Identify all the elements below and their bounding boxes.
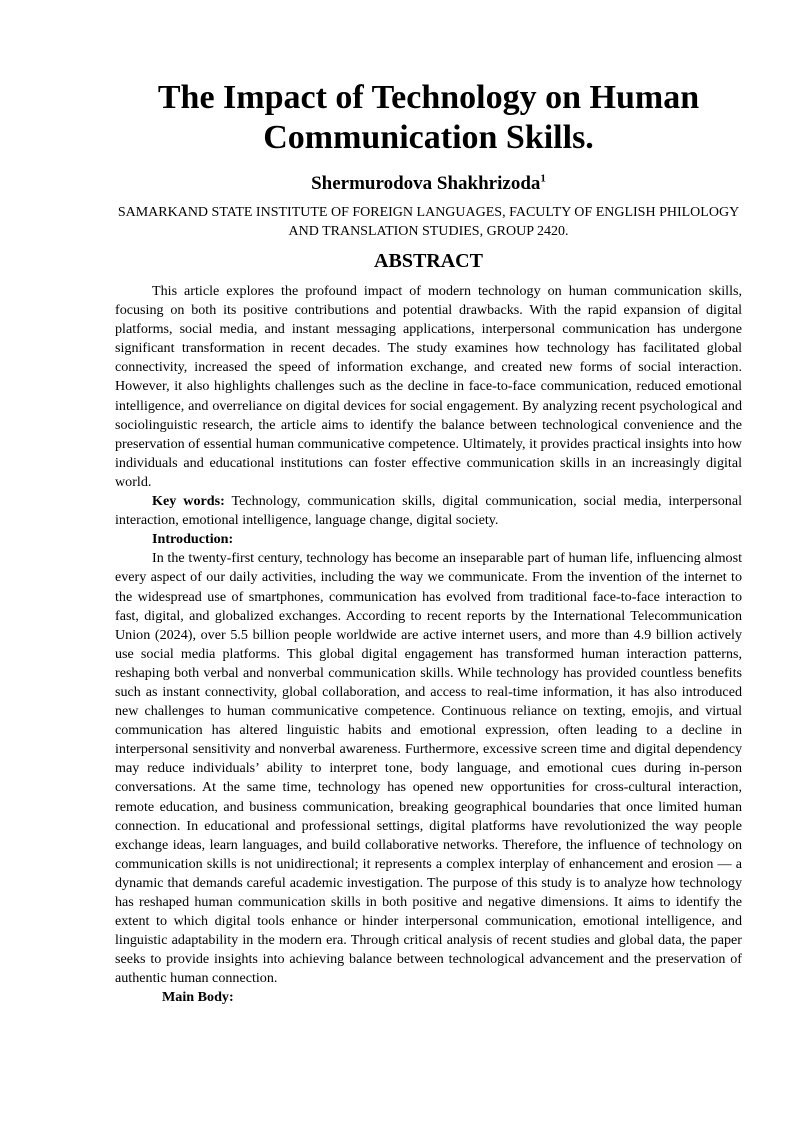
keywords-text: Technology, communication skills, digital communication, social media, interpersonal interaction, emotional intelligence, language change, digital society. [115,493,742,529]
keywords-label: Key words: [152,493,225,510]
introduction-heading: Introduction: [152,531,234,548]
paper-page [115,78,742,1008]
introduction-text: In the twenty-first century, technology has become an inseparable part of human life, influencing almost every aspect of our daily activities, including the way we communicate. From the invention of the internet to the widespread use of smartphones, communication has evolved from traditional face-to-face interaction to fast, digital, and globalized exchanges. According to recent reports by the International Telecommunication Union (2024), over 5.5 billion people worldwide are active internet users, and more than 4.9 billion actively use social media platforms. This global digital engagement has transformed human interaction patterns, reshaping both verbal and nonverbal communication skills. While technology has provided countless benefits such as instant connectivity, global collaboration, and access to real-time information, it has also introduced new challenges to human communicative competence. Continuous reliance on texting, emojis, and virtual communication has altered linguistic habits and emotional expression, often leading to a decline in interpersonal sensitivity and nonverbal awareness. Furthermore, excessive screen time and digital dependency may reduce individuals’ ability to interpret tone, body language, and emotional cues during in-person conversations. At the same time, technology has opened new opportunities for cross-cultural interaction, remote education, and business communication, breaking geographical boundaries that once limited human connection. In educational and professional settings, digital platforms have revolutionized the way people exchange ideas, learn languages, and build collaborative networks. Therefore, the influence of technology on communication skills is not unidirectional; it represents a complex interplay of enhancement and erosion — a dynamic that demands careful academic investigation. The purpose of this study is to analyze how technology has reshaped human communication skills in both positive and negative dimensions. It aims to identify the extent to which digital tools enhance or hinder interpersonal communication, emotional intelligence, and linguistic adaptability in the modern era. Through critical analysis of recent studies and global data, the paper seeks to provide insights into achieving balance between technological advancement and the preservation of authentic human connection. [115,550,742,987]
abstract-heading: ABSTRACT [374,250,483,272]
author-name: Shermurodova Shakhrizoda [311,173,541,194]
keywords-paragraph [115,492,742,530]
author-footnote-marker: 1 [540,172,546,185]
paper-title: The Impact of Technology on Human Communication Skills. [157,79,700,156]
author-affiliation: SAMARKAND STATE INSTITUTE OF FOREIGN LANGUAGES, FACULTY OF ENGLISH PHILOLOGY AND TRANSLATION STUDIES, GROUP 2420. [117,205,740,239]
abstract-text: This article explores the profound impact of modern technology on human communication skills, focusing on both its positive contributions and potential drawbacks. With the rapid expansion of digital platforms, social media, and instant messaging applications, interpersonal communication has undergone significant transformation in recent decades. The study examines how technology has facilitated global connectivity, increased the speed of information exchange, and created new forms of social interaction. However, it also highlights challenges such as the decline in face-to-face communication, reduced emotional intelligence, and overreliance on digital devices for social engagement. By analyzing recent psychological and sociolinguistic research, the article aims to identify the balance between technological convenience and the preservation of essential human communicative competence. Ultimately, it provides practical insights into how individuals and educational institutions can foster effective communication skills in an increasingly digital world. [115,283,742,490]
main-body-heading: Main Body: [162,989,234,1006]
author-line [115,172,742,196]
